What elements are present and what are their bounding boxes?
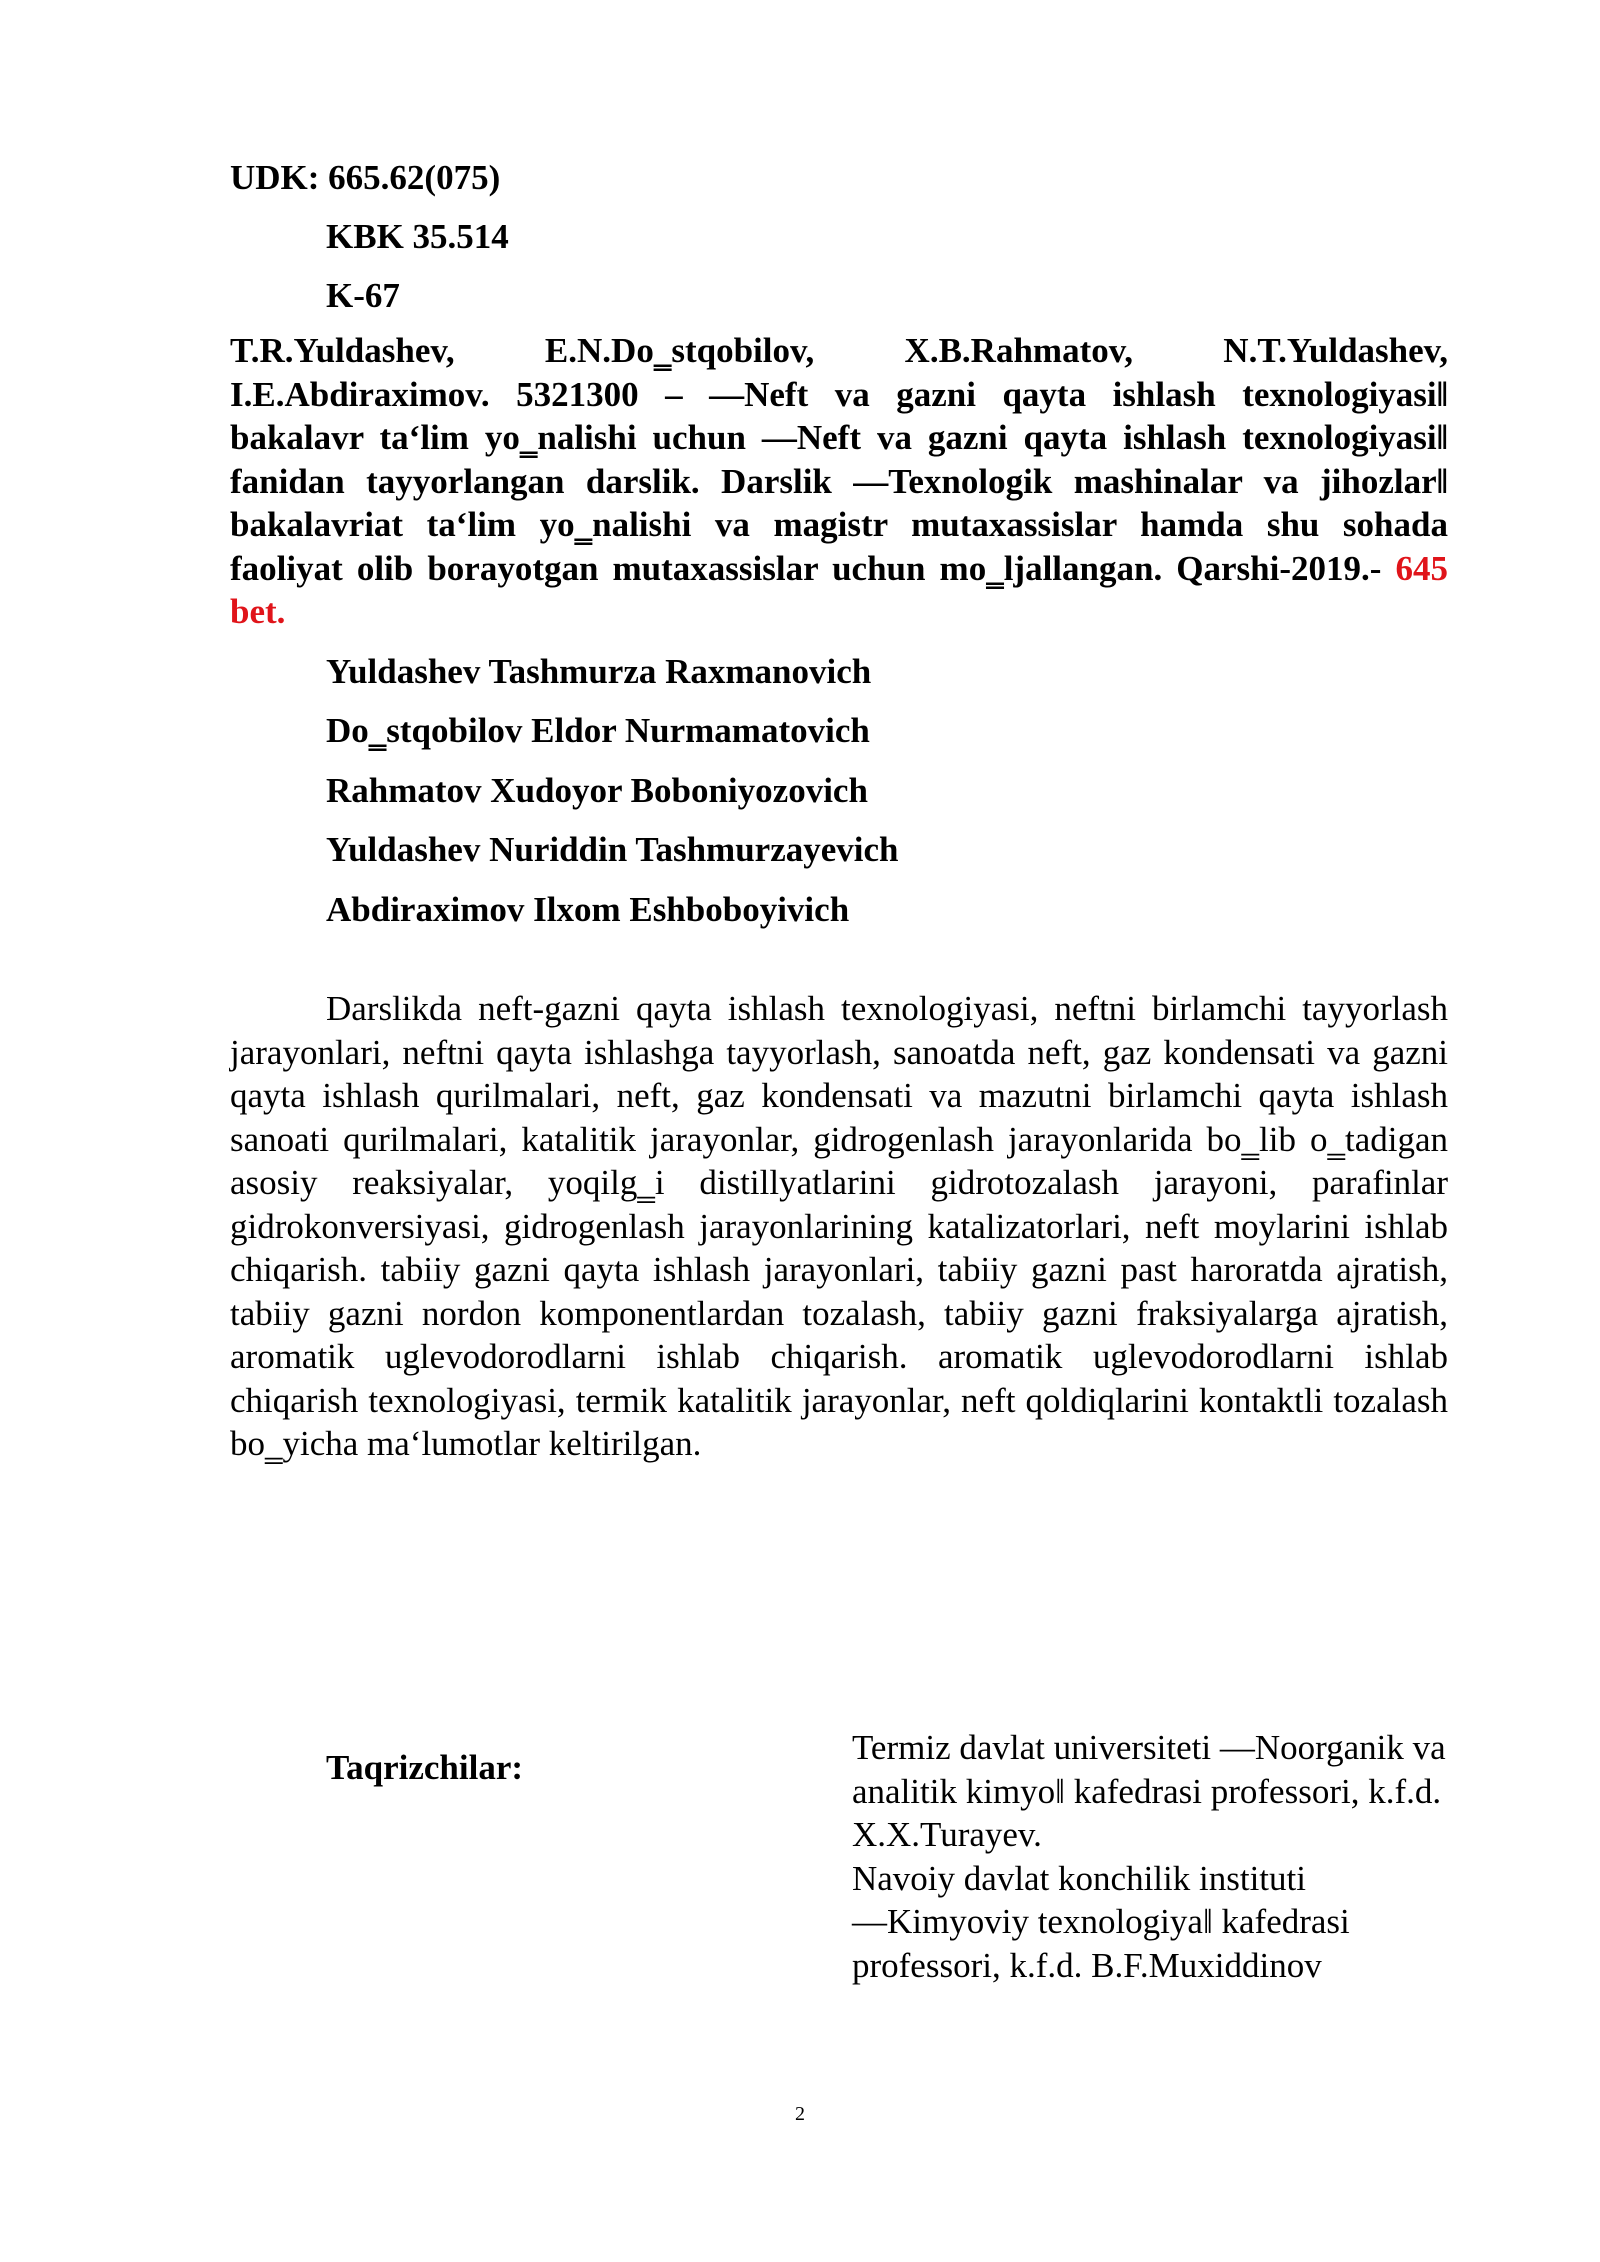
udk-code: UDK: 665.62(075) xyxy=(230,158,501,197)
reviewers-label: Taqrizchilar: xyxy=(326,1748,524,1787)
bibliographic-citation xyxy=(230,329,1448,634)
author-name: Rahmatov Xudoyor Boboniyozovich xyxy=(326,770,868,810)
author-mark: K-67 xyxy=(326,276,400,315)
author-list xyxy=(230,642,1448,940)
author-name: Do‗stqobilov Eldor Nurmamatovich xyxy=(326,711,870,750)
document-page xyxy=(230,148,1448,1985)
kbk-code: KBK 35.514 xyxy=(326,217,509,256)
author-name: Yuldashev Tashmurza Raxmanovich xyxy=(326,651,872,691)
reviewers-list: Termiz davlat universiteti ―Noorganik va analitik kimyo‖ kafedrasi professori, k.f.d. X.X.Turayev. Navoiy davlat konchilik instituti ―Kimyoviy texnologiya‖ kafedrasi professori, k.f.d. B.F.Muxiddinov xyxy=(852,1728,1446,1985)
author-name: Abdiraximov Ilxom Eshboboyivich xyxy=(326,889,850,929)
page-count: 645 bet. xyxy=(230,548,1448,631)
annotation-paragraph: Darslikda neft-gazni qayta ishlash texnologiyasi, neftni birlamchi tayyorlash jarayonlari, neftni qayta ishlashga tayyorlash, sanoatda neft, gaz kondensati va gazni qayta ishlash qurilmalari, neft, gaz kondensati va mazutni birlamchi qayta ishlash sanoati qurilmalari, katalitik jarayonlar, gidrogenlash jarayonlarida bo‗lib o‗tadigan asosiy reaksiyalar, yoqilg‗i distillyatlarini gidrotozalash jarayoni, parafinlar gidrokonversiyasi, gidrogenlash jarayonlarining katalizatorlari, neft moylarini ishlab chiqarish. tabiiy gazni qayta ishlash jarayonlari, tabiiy gazni past haroratda ajratish, tabiiy gazni nordon komponentlardan tozalash, tabiiy gazni fraksiyalarga ajratish, aromatik uglevodorodlarni ishlab chiqarish. aromatik uglevodorodlarni ishlab chiqarish texnologiyasi, termik katalitik jarayonlar, neft qoldiqlarini kontaktli tozalash bo‗yicha ma‘lumotlar keltirilgan. xyxy=(230,989,1448,1463)
author-name: Yuldashev Nuriddin Tashmurzayevich xyxy=(326,830,899,869)
citation-text: T.R.Yuldashev, E.N.Do‗stqobilov, X.B.Rahmatov, N.T.Yuldashev, I.E.Abdiraximov. 5321300 – ―Neft va gazni qayta ishlash texnologiyasi‖ bakalavr ta‘lim yo‗nalishi uchun ―Neft va gazni qayta ishlash texnologiyasi‖ fanidan tayyorlangan darslik. Darslik ―Texnologik mashinalar va jihozlar‖ bakalavriat ta‘lim yo‗nalishi va magistr mutaxassislar hamda shu sohada faoliyat olib borayotgan mutaxassislar uchun mo‗ljallangan. Qarshi-2019.- xyxy=(230,331,1448,588)
page-number: 2 xyxy=(795,2103,805,2125)
reviewers-section xyxy=(230,1726,1448,1985)
